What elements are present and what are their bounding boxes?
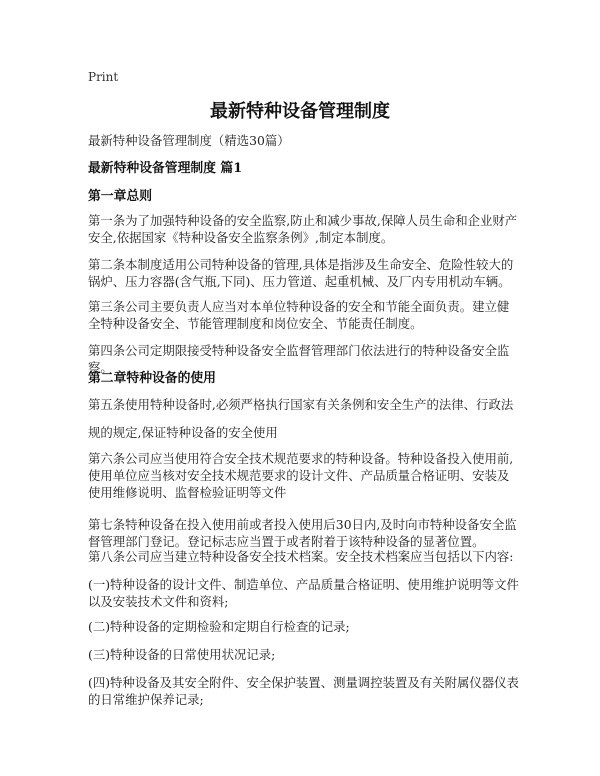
paragraph-article-1: 第一条为了加强特种设备的安全监察,防止和减少事故,保障人员生命和企业财产安全,依据国家《特种设备安全监察条例》,制定本制度。 — [88, 213, 518, 245]
paragraph-article-7: 第七条特种设备在投入使用前或者投入使用后30日内,及时向市特种设备安全监督管理部门登记。登记标志应当置于或者附着于该特种设备的显著位置。 — [88, 517, 517, 549]
paragraph-article-8: 第八条公司应当建立特种设备安全技术档案。安全技术档案应当包括以下内容: — [88, 549, 514, 564]
paragraph-article-6: 第六条公司应当使用符合安全技术规范要求的特种设备。特种设备投入使用前,使用单位应当核对安全技术规范要求的设计文件、产品质量合格证明、安装及使用维修说明、监督检验证明等文件 — [88, 451, 514, 500]
print-link[interactable]: Print — [88, 70, 119, 84]
document-title: 最新特种设备管理制度 — [210, 101, 390, 122]
section-heading: 最新特种设备管理制度 篇1 — [88, 161, 243, 176]
list-item-1: (一)特种设备的设计文件、制造单位、产品质量合格证明、使用维护说明等文件以及安装技术文件和资料; — [88, 577, 519, 609]
document-subtitle: 最新特种设备管理制度（精选30篇） — [88, 133, 290, 148]
paragraph-article-5: 第五条使用特种设备时,必须严格执行国家有关条例和安全生产的法律、行政法 — [88, 397, 514, 412]
list-item-3: (三)特种设备的日常使用状况记录; — [88, 647, 276, 662]
chapter-2-heading: 第二章特种设备的使用 — [88, 371, 216, 386]
list-item-2: (二)特种设备的定期检验和定期自行检查的记录; — [88, 619, 350, 634]
list-item-4: (四)特种设备及其安全附件、安全保护装置、测量调控装置及有关附属仪器仪表的日常维护保养记录; — [88, 675, 519, 707]
paragraph-article-5-continued: 规的规定,保证特种设备的安全使用 — [88, 425, 278, 440]
paragraph-article-4: 第四条公司定期限接受特种设备安全监督管理部门依法进行的特种设备安全监察。 — [88, 343, 510, 375]
chapter-1-heading: 第一章总则 — [88, 189, 152, 204]
paragraph-article-3: 第三条公司主要负责人应当对本单位特种设备的安全和节能全面负责。建立健全特种设备安全、节能管理制度和岗位安全、节能责任制度。 — [88, 299, 510, 331]
paragraph-article-2: 第二条本制度适用公司特种设备的管理,具体是指涉及生命安全、危险性较大的锅炉、压力容器(含气瓶,下同)、压力管道、起重机械、及厂内专用机动车辆。 — [88, 257, 514, 289]
